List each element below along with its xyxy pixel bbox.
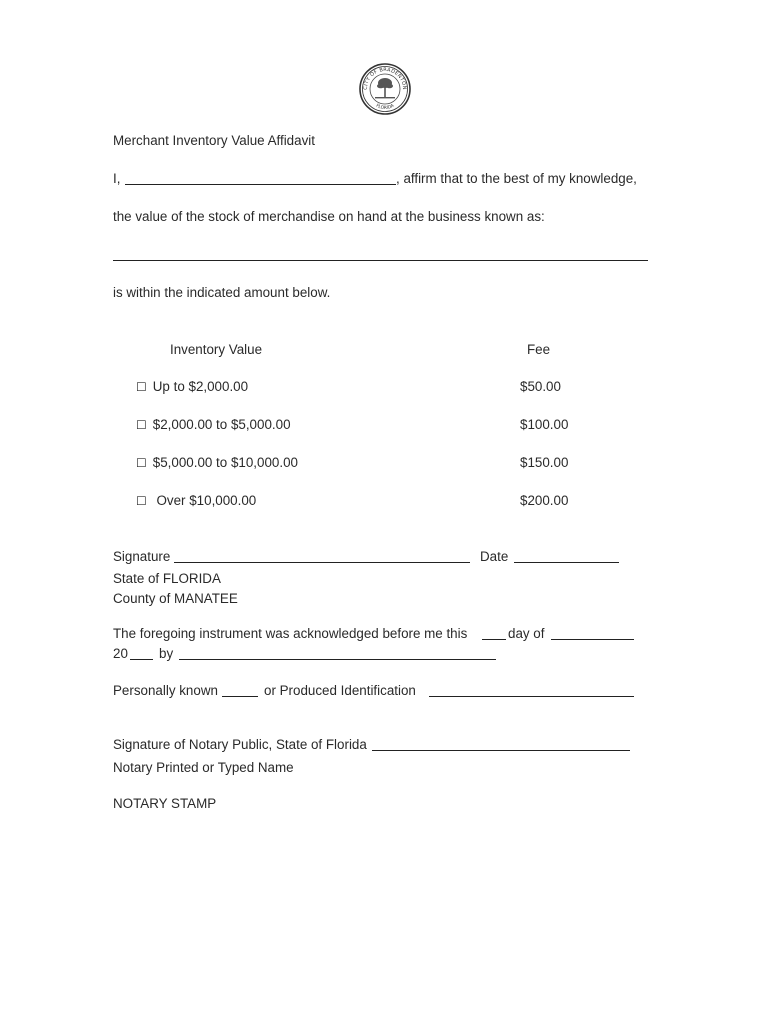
- checkbox-icon[interactable]: ☐: [136, 418, 147, 432]
- business-name-field[interactable]: [113, 260, 648, 261]
- acknowledged-by-field[interactable]: [179, 659, 496, 660]
- produced-id-field[interactable]: [429, 696, 634, 697]
- state-text: State of FLORIDA: [113, 571, 221, 586]
- fee-value: $200.00: [520, 493, 569, 508]
- affiant-prefix: I,: [113, 171, 121, 186]
- checkbox-icon[interactable]: ☐: [136, 456, 147, 470]
- affirm-text: , affirm that to the best of my knowledge,: [396, 171, 637, 186]
- fee-value: $50.00: [520, 379, 561, 394]
- inventory-range: $2,000.00 to $5,000.00: [152, 417, 291, 432]
- inventory-range: Up to $2,000.00: [152, 379, 249, 394]
- notary-signature-label: Signature of Notary Public, State of Florida: [113, 737, 367, 752]
- inventory-row-4[interactable]: [136, 493, 256, 509]
- inventory-row-1[interactable]: [136, 379, 248, 395]
- year-prefix: 20: [113, 646, 128, 661]
- date-field[interactable]: [514, 562, 619, 563]
- day-field[interactable]: [482, 639, 506, 640]
- acknowledgment-text: The foregoing instrument was acknowledged before me this: [113, 626, 468, 641]
- fee-value: $150.00: [520, 455, 569, 470]
- inventory-row-3[interactable]: [136, 455, 298, 471]
- signature-label: Signature: [113, 549, 171, 564]
- stock-value-text: the value of the stock of merchandise on hand at the business known as:: [113, 209, 545, 224]
- date-label: Date: [480, 549, 509, 564]
- fee-value: $100.00: [520, 417, 569, 432]
- notary-printed-name-label: Notary Printed or Typed Name: [113, 760, 294, 775]
- inventory-range: $5,000.00 to $10,000.00: [152, 455, 298, 470]
- notary-stamp-label: NOTARY STAMP: [113, 796, 217, 811]
- checkbox-icon[interactable]: ☐: [136, 494, 147, 508]
- document-title: Merchant Inventory Value Affidavit: [113, 133, 315, 148]
- signature-field[interactable]: [174, 562, 470, 563]
- city-seal: [359, 63, 411, 115]
- year-field[interactable]: [130, 659, 153, 660]
- inventory-range: Over $10,000.00: [152, 493, 257, 508]
- county-text: County of MANATEE: [113, 591, 238, 606]
- checkbox-icon[interactable]: ☐: [136, 380, 147, 394]
- produced-id-label: or Produced Identification: [264, 683, 416, 698]
- notary-signature-field[interactable]: [372, 750, 630, 751]
- by-text: by: [159, 646, 174, 661]
- personally-known-label: Personally known: [113, 683, 218, 698]
- inventory-row-2[interactable]: [136, 417, 291, 433]
- within-amount-text: is within the indicated amount below.: [113, 285, 331, 300]
- day-of-text: day of: [508, 626, 545, 641]
- svg-text:CITY OF BRADENTON: CITY OF BRADENTON: [362, 66, 408, 91]
- svg-text:FLORIDA: FLORIDA: [374, 103, 396, 112]
- personally-known-field[interactable]: [222, 696, 258, 697]
- fee-header: Fee: [527, 342, 551, 357]
- affiant-name-field[interactable]: [125, 184, 396, 185]
- inventory-value-header: Inventory Value: [170, 342, 263, 357]
- month-field[interactable]: [551, 639, 634, 640]
